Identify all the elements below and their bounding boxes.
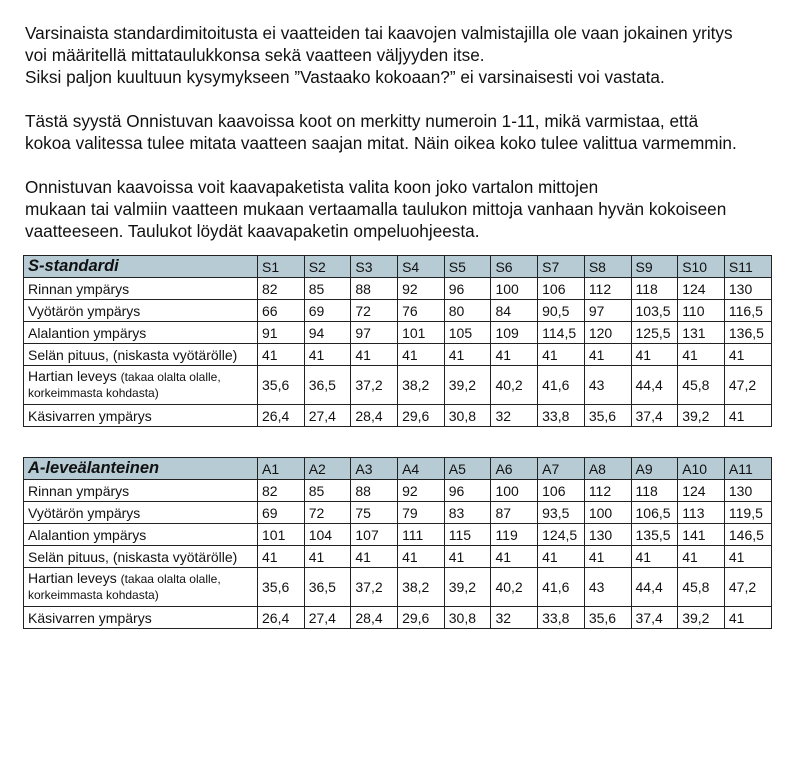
measurement-value: 47,2 <box>724 366 771 405</box>
measurement-value: 114,5 <box>538 322 585 344</box>
table-row <box>24 344 772 366</box>
intro-paragraph-2 <box>25 110 785 154</box>
measurement-value: 30,8 <box>444 405 491 427</box>
measurement-note: (takaa olalta olalle, korkeimmasta kohdasta) <box>28 370 221 400</box>
measurement-value: 41 <box>584 546 631 568</box>
measurement-value: 35,6 <box>258 568 305 607</box>
measurement-value: 106 <box>538 278 585 300</box>
measurement-value: 91 <box>258 322 305 344</box>
measurement-value: 72 <box>304 502 351 524</box>
text-line: Onnistuvan kaavoissa voit kaavapaketista valita koon joko vartalon mittojen <box>25 177 599 197</box>
measurement-value: 45,8 <box>678 366 725 405</box>
measurement-value: 66 <box>258 300 305 322</box>
table-row <box>24 366 772 405</box>
measurement-value: 124 <box>678 278 725 300</box>
table-row <box>24 502 772 524</box>
measurement-value: 37,2 <box>351 568 398 607</box>
measurement-value: 32 <box>491 405 538 427</box>
measurement-value: 41,6 <box>538 366 585 405</box>
measurement-value: 101 <box>258 524 305 546</box>
measurement-value: 107 <box>351 524 398 546</box>
measurement-value: 43 <box>584 366 631 405</box>
table-row <box>24 322 772 344</box>
measurement-value: 40,2 <box>491 366 538 405</box>
measurement-value: 112 <box>584 278 631 300</box>
table-row <box>24 568 772 607</box>
measurement-value: 119,5 <box>724 502 771 524</box>
measurement-value: 40,2 <box>491 568 538 607</box>
measurement-value: 109 <box>491 322 538 344</box>
measurement-value: 39,2 <box>678 405 725 427</box>
table-row <box>24 480 772 502</box>
size-column-header: A11 <box>724 458 771 480</box>
measurement-value: 104 <box>304 524 351 546</box>
measurement-value: 35,6 <box>584 405 631 427</box>
size-table-s-standard <box>23 255 772 427</box>
measurement-value: 97 <box>351 322 398 344</box>
measurement-value: 103,5 <box>631 300 678 322</box>
measurement-value: 28,4 <box>351 607 398 629</box>
table-row <box>24 524 772 546</box>
measurement-value: 110 <box>678 300 725 322</box>
size-column-header: A6 <box>491 458 538 480</box>
measurement-value: 26,4 <box>258 405 305 427</box>
measurement-value: 36,5 <box>304 568 351 607</box>
measurement-value: 83 <box>444 502 491 524</box>
measurement-value: 100 <box>584 502 631 524</box>
size-column-header: A2 <box>304 458 351 480</box>
measurement-value: 41 <box>258 546 305 568</box>
size-column-header: S9 <box>631 256 678 278</box>
measurement-value: 101 <box>398 322 445 344</box>
measurement-label: Vyötärön ympärys <box>24 300 258 322</box>
measurement-value: 94 <box>304 322 351 344</box>
measurement-value: 141 <box>678 524 725 546</box>
measurement-value: 118 <box>631 278 678 300</box>
text-line: vaatteeseen. Taulukot löydät kaavapaketin ompeluohjeesta. <box>25 221 480 241</box>
table-row <box>24 278 772 300</box>
measurement-value: 136,5 <box>724 322 771 344</box>
size-column-header: S8 <box>584 256 631 278</box>
measurement-note: (takaa olalta olalle, korkeimmasta kohdasta) <box>28 572 221 602</box>
measurement-label: Käsivarren ympärys <box>24 607 258 629</box>
measurement-value: 35,6 <box>258 366 305 405</box>
measurement-value: 87 <box>491 502 538 524</box>
measurement-value: 115 <box>444 524 491 546</box>
measurement-value: 41 <box>538 546 585 568</box>
measurement-value: 125,5 <box>631 322 678 344</box>
measurement-value: 92 <box>398 278 445 300</box>
measurement-value: 41 <box>491 546 538 568</box>
measurement-value: 41 <box>678 344 725 366</box>
table-title: S-standardi <box>24 256 258 278</box>
measurement-value: 33,8 <box>538 405 585 427</box>
measurement-value: 118 <box>631 480 678 502</box>
measurement-value: 105 <box>444 322 491 344</box>
intro-text <box>25 22 785 242</box>
measurement-label: Selän pituus, (niskasta vyötärölle) <box>24 546 258 568</box>
table-header-row <box>24 458 772 480</box>
table-row <box>24 546 772 568</box>
measurement-value: 27,4 <box>304 607 351 629</box>
measurement-value: 39,2 <box>444 366 491 405</box>
measurement-value: 76 <box>398 300 445 322</box>
table-row <box>24 300 772 322</box>
measurement-value: 38,2 <box>398 568 445 607</box>
measurement-value: 41 <box>258 344 305 366</box>
measurement-value: 41 <box>678 546 725 568</box>
size-column-header: S10 <box>678 256 725 278</box>
text-line: Tästä syystä Onnistuvan kaavoissa koot on merkitty numeroin 1-11, mikä varmistaa, että <box>25 111 699 131</box>
measurement-label: Rinnan ympärys <box>24 480 258 502</box>
size-column-header: S11 <box>724 256 771 278</box>
measurement-value: 41 <box>398 546 445 568</box>
measurement-value: 41 <box>304 344 351 366</box>
measurement-value: 41 <box>491 344 538 366</box>
measurement-value: 88 <box>351 480 398 502</box>
measurement-value: 41 <box>444 344 491 366</box>
size-column-header: A1 <box>258 458 305 480</box>
measurement-value: 37,4 <box>631 607 678 629</box>
size-column-header: S5 <box>444 256 491 278</box>
measurement-label: Alalantion ympärys <box>24 524 258 546</box>
measurement-value: 45,8 <box>678 568 725 607</box>
measurement-value: 41 <box>724 405 771 427</box>
measurement-value: 88 <box>351 278 398 300</box>
measurement-value: 113 <box>678 502 725 524</box>
measurement-name: Hartian leveys <box>28 570 117 586</box>
measurement-label: Vyötärön ympärys <box>24 502 258 524</box>
measurement-value: 130 <box>584 524 631 546</box>
size-column-header: S6 <box>491 256 538 278</box>
measurement-value: 38,2 <box>398 366 445 405</box>
size-column-header: A5 <box>444 458 491 480</box>
measurement-label <box>24 366 258 405</box>
measurement-value: 47,2 <box>724 568 771 607</box>
measurement-value: 80 <box>444 300 491 322</box>
measurement-label <box>24 568 258 607</box>
measurement-value: 116,5 <box>724 300 771 322</box>
measurement-value: 27,4 <box>304 405 351 427</box>
measurement-value: 112 <box>584 480 631 502</box>
measurement-value: 106,5 <box>631 502 678 524</box>
measurement-value: 41 <box>351 546 398 568</box>
measurement-value: 82 <box>258 480 305 502</box>
text-line: Siksi paljon kuultuun kysymykseen ”Vastaako kokoaan?” ei varsinaisesti voi vastata. <box>25 67 665 87</box>
size-column-header: S7 <box>538 256 585 278</box>
measurement-value: 41 <box>724 344 771 366</box>
measurement-value: 29,6 <box>398 405 445 427</box>
measurement-value: 75 <box>351 502 398 524</box>
measurement-value: 111 <box>398 524 445 546</box>
measurement-value: 41,6 <box>538 568 585 607</box>
measurement-label: Käsivarren ympärys <box>24 405 258 427</box>
measurement-label: Selän pituus, (niskasta vyötärölle) <box>24 344 258 366</box>
measurement-value: 36,5 <box>304 366 351 405</box>
measurement-value: 135,5 <box>631 524 678 546</box>
measurement-label: Rinnan ympärys <box>24 278 258 300</box>
measurement-value: 119 <box>491 524 538 546</box>
table-row <box>24 607 772 629</box>
size-column-header: A10 <box>678 458 725 480</box>
measurement-value: 97 <box>584 300 631 322</box>
measurement-value: 131 <box>678 322 725 344</box>
measurement-value: 41 <box>584 344 631 366</box>
measurement-value: 35,6 <box>584 607 631 629</box>
table-title: A-leveälanteinen <box>24 458 258 480</box>
size-column-header: A3 <box>351 458 398 480</box>
intro-paragraph-1 <box>25 22 785 88</box>
text-line: Varsinaista standardimitoitusta ei vaatteiden tai kaavojen valmistajilla ole vaan jokainen yritys <box>25 23 733 43</box>
measurement-value: 100 <box>491 480 538 502</box>
measurement-value: 32 <box>491 607 538 629</box>
measurement-value: 44,4 <box>631 366 678 405</box>
measurement-value: 124 <box>678 480 725 502</box>
measurement-value: 96 <box>444 278 491 300</box>
measurement-value: 43 <box>584 568 631 607</box>
measurement-value: 106 <box>538 480 585 502</box>
measurement-value: 130 <box>724 480 771 502</box>
measurement-value: 82 <box>258 278 305 300</box>
text-line: voi määritellä mittataulukkonsa sekä vaatteen väljyyden itse. <box>25 45 485 65</box>
measurement-value: 41 <box>724 607 771 629</box>
measurement-value: 41 <box>398 344 445 366</box>
table-header-row <box>24 256 772 278</box>
measurement-value: 130 <box>724 278 771 300</box>
measurement-value: 30,8 <box>444 607 491 629</box>
measurement-value: 33,8 <box>538 607 585 629</box>
measurement-name: Hartian leveys <box>28 368 117 384</box>
measurement-value: 41 <box>724 546 771 568</box>
size-table-a-wide-hip <box>23 457 772 629</box>
size-column-header: S4 <box>398 256 445 278</box>
text-line: kokoa valitessa tulee mitata vaatteen saajan mitat. Näin oikea koko tulee valittua varmemmin. <box>25 133 737 153</box>
measurement-value: 90,5 <box>538 300 585 322</box>
measurement-value: 26,4 <box>258 607 305 629</box>
measurement-value: 41 <box>631 546 678 568</box>
intro-paragraph-3 <box>25 176 785 242</box>
size-column-header: S1 <box>258 256 305 278</box>
measurement-value: 69 <box>258 502 305 524</box>
measurement-value: 93,5 <box>538 502 585 524</box>
measurement-value: 92 <box>398 480 445 502</box>
size-column-header: A7 <box>538 458 585 480</box>
measurement-value: 72 <box>351 300 398 322</box>
measurement-value: 100 <box>491 278 538 300</box>
measurement-value: 146,5 <box>724 524 771 546</box>
measurement-value: 39,2 <box>444 568 491 607</box>
measurement-value: 37,2 <box>351 366 398 405</box>
measurement-value: 84 <box>491 300 538 322</box>
measurement-value: 96 <box>444 480 491 502</box>
measurement-value: 44,4 <box>631 568 678 607</box>
measurement-value: 37,4 <box>631 405 678 427</box>
measurement-value: 69 <box>304 300 351 322</box>
measurement-value: 28,4 <box>351 405 398 427</box>
measurement-value: 120 <box>584 322 631 344</box>
size-column-header: A8 <box>584 458 631 480</box>
size-column-header: S3 <box>351 256 398 278</box>
measurement-value: 79 <box>398 502 445 524</box>
measurement-value: 41 <box>631 344 678 366</box>
measurement-value: 41 <box>351 344 398 366</box>
measurement-value: 85 <box>304 278 351 300</box>
table-row <box>24 405 772 427</box>
size-column-header: S2 <box>304 256 351 278</box>
measurement-value: 41 <box>538 344 585 366</box>
measurement-value: 85 <box>304 480 351 502</box>
measurement-value: 29,6 <box>398 607 445 629</box>
size-column-header: A9 <box>631 458 678 480</box>
measurement-value: 41 <box>304 546 351 568</box>
measurement-value: 124,5 <box>538 524 585 546</box>
measurement-value: 41 <box>444 546 491 568</box>
size-column-header: A4 <box>398 458 445 480</box>
measurement-label: Alalantion ympärys <box>24 322 258 344</box>
text-line: mukaan tai valmiin vaatteen mukaan vertaamalla taulukon mittoja vanhaan hyvän kokoiseen <box>25 199 727 219</box>
measurement-value: 39,2 <box>678 607 725 629</box>
